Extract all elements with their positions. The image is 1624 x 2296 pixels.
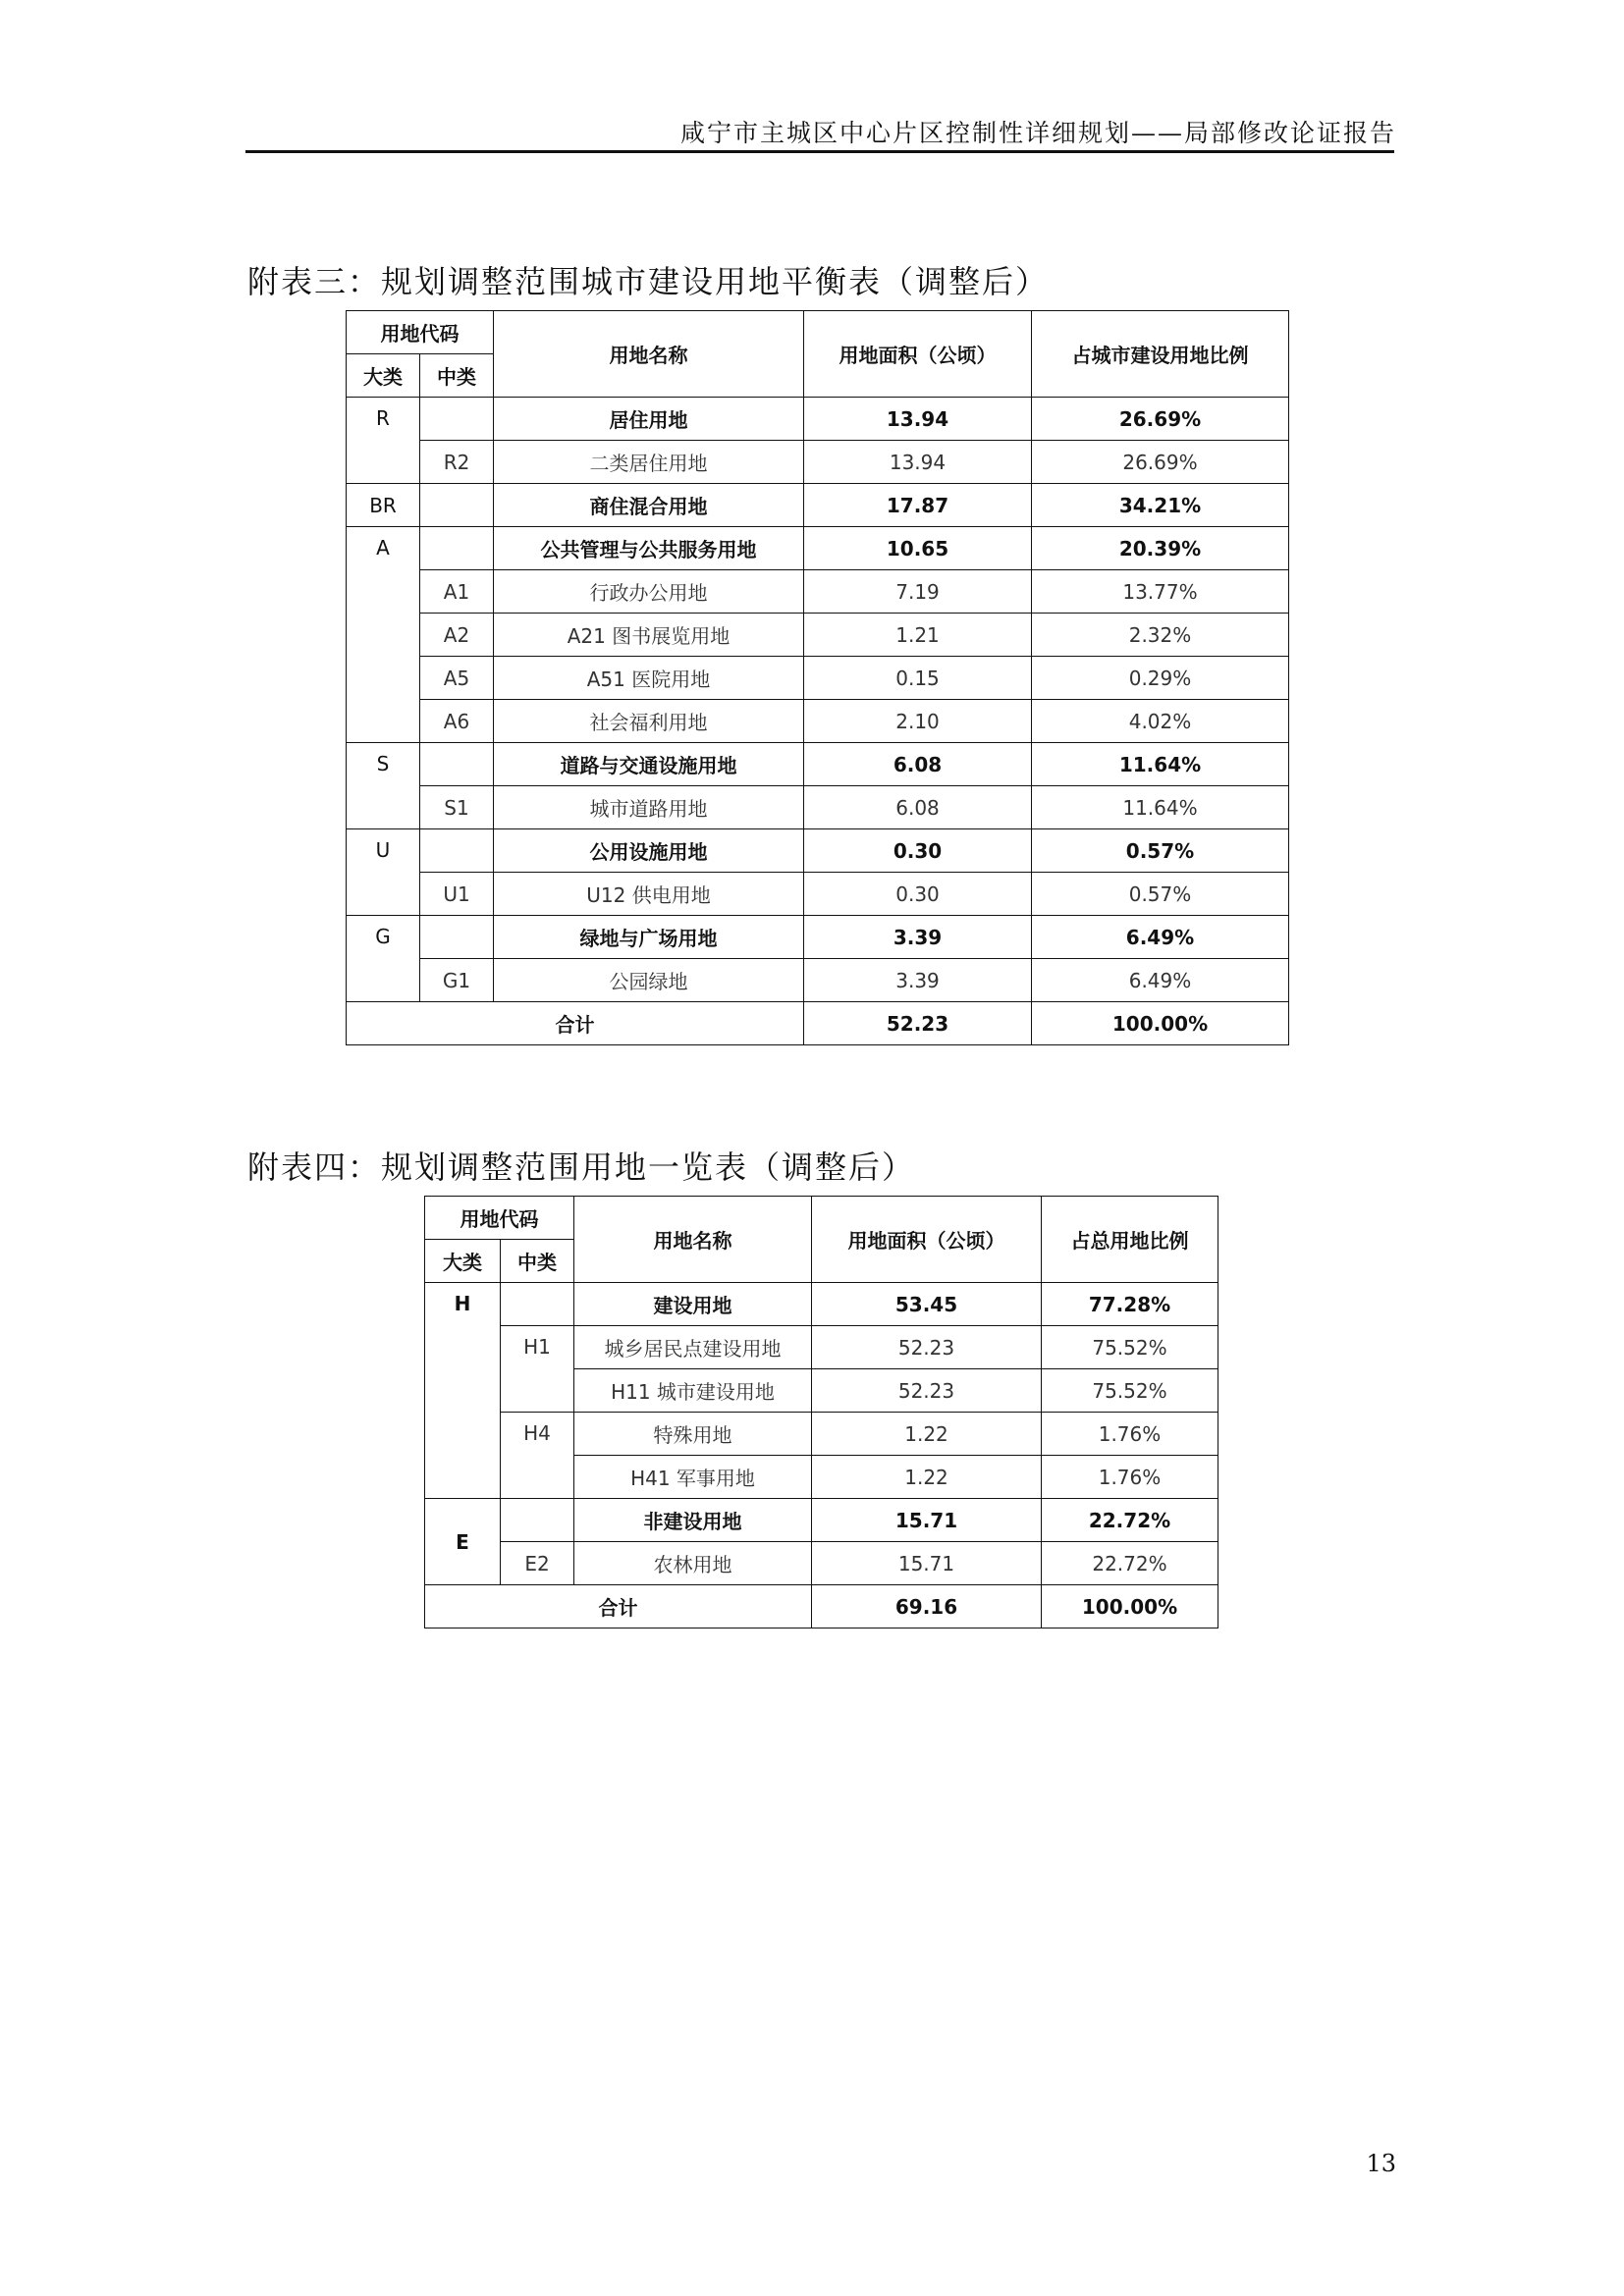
land-name-cell: 道路与交通设施用地 xyxy=(494,743,804,786)
table-row xyxy=(347,398,1289,441)
table-row xyxy=(347,614,1289,657)
ratio-cell: 1.76% xyxy=(1042,1456,1218,1499)
area-cell: 0.15 xyxy=(804,657,1032,700)
mid-code-cell: A5 xyxy=(420,657,494,700)
table-row xyxy=(347,570,1289,614)
ratio-cell: 34.21% xyxy=(1032,484,1289,527)
ratio-cell: 4.02% xyxy=(1032,700,1289,743)
major-code-cell: G xyxy=(347,916,420,1002)
major-code-cell: H xyxy=(425,1283,501,1499)
mid-code-cell: A1 xyxy=(420,570,494,614)
table3-header-code: 用地代码 xyxy=(347,311,494,354)
header-divider xyxy=(245,150,1394,153)
area-cell: 13.94 xyxy=(804,398,1032,441)
table-row xyxy=(425,1542,1218,1585)
land-name-cell: 公用设施用地 xyxy=(494,829,804,873)
table-row xyxy=(425,1413,1218,1456)
land-name-cell: 农林用地 xyxy=(574,1542,812,1585)
table3-header-area: 用地面积（公顷） xyxy=(804,311,1032,398)
mid-code-cell xyxy=(420,527,494,570)
area-cell: 1.22 xyxy=(812,1413,1042,1456)
total-row xyxy=(347,1002,1289,1045)
land-name-cell: A51 医院用地 xyxy=(494,657,804,700)
land-name-cell: 建设用地 xyxy=(574,1283,812,1326)
ratio-cell: 26.69% xyxy=(1032,441,1289,484)
table4-land-list xyxy=(424,1196,1218,1629)
land-name-cell: H11 城市建设用地 xyxy=(574,1369,812,1413)
ratio-cell: 0.57% xyxy=(1032,829,1289,873)
total-area: 69.16 xyxy=(812,1585,1042,1629)
total-label: 合计 xyxy=(425,1585,812,1629)
ratio-cell: 6.49% xyxy=(1032,916,1289,959)
mid-code-cell xyxy=(420,398,494,441)
total-row xyxy=(425,1585,1218,1629)
table4-header-name: 用地名称 xyxy=(574,1197,812,1283)
land-name-cell: 城乡居民点建设用地 xyxy=(574,1326,812,1369)
ratio-cell: 0.29% xyxy=(1032,657,1289,700)
mid-code-cell: H4 xyxy=(501,1413,574,1499)
land-name-cell: 非建设用地 xyxy=(574,1499,812,1542)
land-name-cell: 特殊用地 xyxy=(574,1413,812,1456)
table-row xyxy=(425,1283,1218,1326)
page-number: 13 xyxy=(1366,2150,1396,2177)
mid-code-cell xyxy=(420,743,494,786)
table-row xyxy=(347,700,1289,743)
mid-code-cell: A6 xyxy=(420,700,494,743)
land-name-cell: 绿地与广场用地 xyxy=(494,916,804,959)
ratio-cell: 26.69% xyxy=(1032,398,1289,441)
total-label: 合计 xyxy=(347,1002,804,1045)
mid-code-cell xyxy=(420,829,494,873)
area-cell: 15.71 xyxy=(812,1542,1042,1585)
ratio-cell: 20.39% xyxy=(1032,527,1289,570)
area-cell: 6.08 xyxy=(804,743,1032,786)
land-name-cell: U12 供电用地 xyxy=(494,873,804,916)
land-name-cell: 商住混合用地 xyxy=(494,484,804,527)
land-name-cell: 社会福利用地 xyxy=(494,700,804,743)
mid-code-cell: U1 xyxy=(420,873,494,916)
land-name-cell: 二类居住用地 xyxy=(494,441,804,484)
area-cell: 53.45 xyxy=(812,1283,1042,1326)
mid-code-cell: S1 xyxy=(420,786,494,829)
major-code-cell: BR xyxy=(347,484,420,527)
total-area: 52.23 xyxy=(804,1002,1032,1045)
mid-code-cell: G1 xyxy=(420,959,494,1002)
table-row xyxy=(347,916,1289,959)
area-cell: 0.30 xyxy=(804,829,1032,873)
mid-code-cell xyxy=(501,1283,574,1326)
land-name-cell: H41 军事用地 xyxy=(574,1456,812,1499)
ratio-cell: 1.76% xyxy=(1042,1413,1218,1456)
table3-header-mid: 中类 xyxy=(420,354,494,398)
mid-code-cell xyxy=(420,916,494,959)
mid-code-cell: H1 xyxy=(501,1326,574,1413)
table-row xyxy=(347,829,1289,873)
land-name-cell: A21 图书展览用地 xyxy=(494,614,804,657)
mid-code-cell xyxy=(420,484,494,527)
area-cell: 7.19 xyxy=(804,570,1032,614)
mid-code-cell: E2 xyxy=(501,1542,574,1585)
table4-header-area: 用地面积（公顷） xyxy=(812,1197,1042,1283)
land-name-cell: 公共管理与公共服务用地 xyxy=(494,527,804,570)
land-name-cell: 公园绿地 xyxy=(494,959,804,1002)
table-row xyxy=(347,743,1289,786)
area-cell: 1.21 xyxy=(804,614,1032,657)
area-cell: 0.30 xyxy=(804,873,1032,916)
major-code-cell: E xyxy=(425,1499,501,1585)
ratio-cell: 2.32% xyxy=(1032,614,1289,657)
ratio-cell: 75.52% xyxy=(1042,1369,1218,1413)
mid-code-cell: A2 xyxy=(420,614,494,657)
area-cell: 15.71 xyxy=(812,1499,1042,1542)
table3-header-ratio: 占城市建设用地比例 xyxy=(1032,311,1289,398)
table-row xyxy=(347,527,1289,570)
table-row xyxy=(425,1326,1218,1369)
table4-header-code: 用地代码 xyxy=(425,1197,574,1240)
ratio-cell: 75.52% xyxy=(1042,1326,1218,1369)
total-ratio: 100.00% xyxy=(1032,1002,1289,1045)
area-cell: 6.08 xyxy=(804,786,1032,829)
mid-code-cell: R2 xyxy=(420,441,494,484)
major-code-cell: R xyxy=(347,398,420,484)
total-ratio: 100.00% xyxy=(1042,1585,1218,1629)
table-row xyxy=(347,873,1289,916)
document-header-title: 咸宁市主城区中心片区控制性详细规划——局部修改论证报告 xyxy=(679,119,1396,147)
area-cell: 52.23 xyxy=(812,1369,1042,1413)
table-row xyxy=(347,484,1289,527)
table-row xyxy=(347,959,1289,1002)
ratio-cell: 13.77% xyxy=(1032,570,1289,614)
ratio-cell: 0.57% xyxy=(1032,873,1289,916)
table4-header-ratio: 占总用地比例 xyxy=(1042,1197,1218,1283)
ratio-cell: 77.28% xyxy=(1042,1283,1218,1326)
table-row xyxy=(347,657,1289,700)
major-code-cell: S xyxy=(347,743,420,829)
table3-title: 附表三：规划调整范围城市建设用地平衡表（调整后） xyxy=(247,263,1050,300)
table3-header-name: 用地名称 xyxy=(494,311,804,398)
table4-header-major: 大类 xyxy=(425,1240,501,1283)
area-cell: 1.22 xyxy=(812,1456,1042,1499)
major-code-cell: U xyxy=(347,829,420,916)
table4-header-mid: 中类 xyxy=(501,1240,574,1283)
major-code-cell: A xyxy=(347,527,420,743)
area-cell: 17.87 xyxy=(804,484,1032,527)
land-name-cell: 居住用地 xyxy=(494,398,804,441)
land-name-cell: 城市道路用地 xyxy=(494,786,804,829)
area-cell: 13.94 xyxy=(804,441,1032,484)
ratio-cell: 6.49% xyxy=(1032,959,1289,1002)
table-row xyxy=(425,1499,1218,1542)
area-cell: 10.65 xyxy=(804,527,1032,570)
area-cell: 3.39 xyxy=(804,959,1032,1002)
area-cell: 3.39 xyxy=(804,916,1032,959)
ratio-cell: 11.64% xyxy=(1032,743,1289,786)
land-name-cell: 行政办公用地 xyxy=(494,570,804,614)
mid-code-cell xyxy=(501,1499,574,1542)
ratio-cell: 11.64% xyxy=(1032,786,1289,829)
table4-title: 附表四：规划调整范围用地一览表（调整后） xyxy=(247,1148,916,1186)
area-cell: 2.10 xyxy=(804,700,1032,743)
table-row xyxy=(347,786,1289,829)
table-row xyxy=(347,441,1289,484)
table3-land-balance xyxy=(346,310,1289,1045)
table3-header-major: 大类 xyxy=(347,354,420,398)
area-cell: 52.23 xyxy=(812,1326,1042,1369)
ratio-cell: 22.72% xyxy=(1042,1499,1218,1542)
ratio-cell: 22.72% xyxy=(1042,1542,1218,1585)
